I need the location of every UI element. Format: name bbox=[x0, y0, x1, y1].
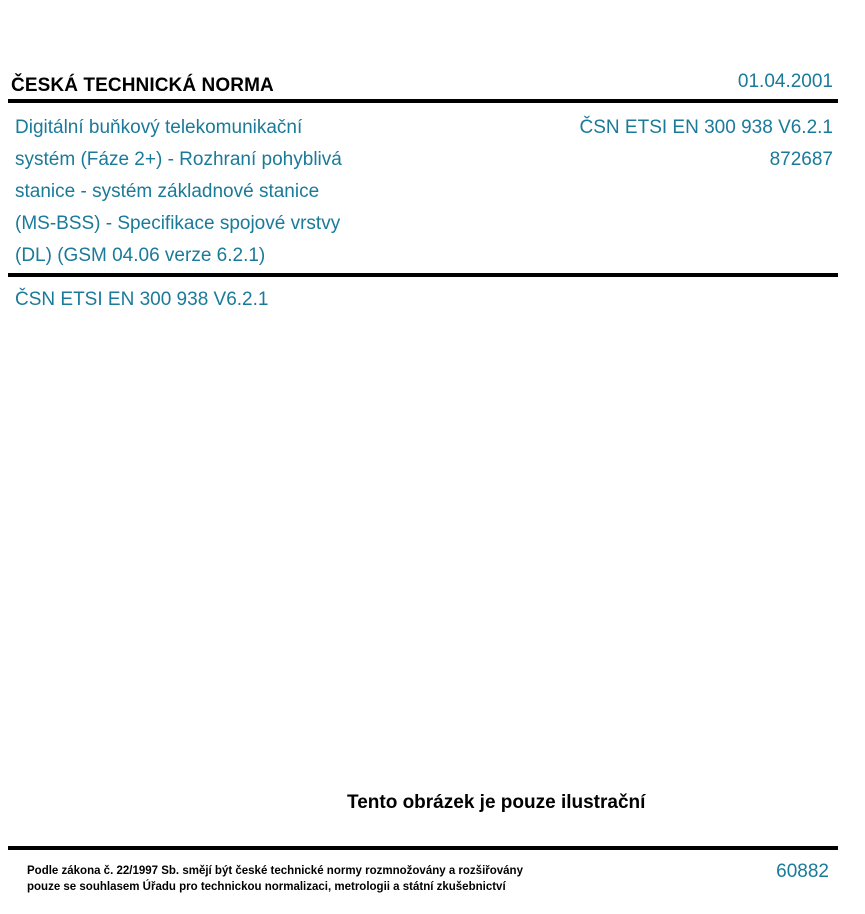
document-date: 01.04.2001 bbox=[737, 71, 833, 92]
footer-legal-notice bbox=[27, 863, 523, 895]
illustration-note: Tento obrázek je pouze ilustrační bbox=[347, 792, 646, 813]
description-line: stanice - systém základnové stanice bbox=[15, 181, 320, 202]
legal-line: pouze se souhlasem Úřadu pro technickou normalizaci, metrologii a státní zkušebnictví bbox=[27, 881, 506, 893]
standard-code-block bbox=[580, 112, 833, 176]
description-line: Digitální buňkový telekomunikační bbox=[15, 117, 303, 138]
standard-description bbox=[15, 112, 415, 272]
description-line: systém (Fáze 2+) - Rozhraní pohyblivá bbox=[15, 149, 342, 170]
footer-divider bbox=[8, 846, 838, 850]
document-header-title: ČESKÁ TECHNICKÁ NORMA bbox=[11, 75, 274, 96]
description-line: (DL) (GSM 04.06 verze 6.2.1) bbox=[15, 245, 266, 266]
header-divider bbox=[8, 99, 838, 103]
standard-code: ČSN ETSI EN 300 938 V6.2.1 bbox=[579, 117, 833, 138]
footer-number: 60882 bbox=[776, 861, 829, 882]
legal-line: Podle zákona č. 22/1997 Sb. smějí být české technické normy rozmnožovány a rozšiřovány bbox=[27, 865, 523, 877]
class-number: 872687 bbox=[769, 149, 833, 170]
description-line: (MS-BSS) - Specifikace spojové vrstvy bbox=[15, 213, 341, 234]
standard-code-repeat: ČSN ETSI EN 300 938 V6.2.1 bbox=[15, 289, 269, 310]
section-divider bbox=[8, 273, 838, 277]
